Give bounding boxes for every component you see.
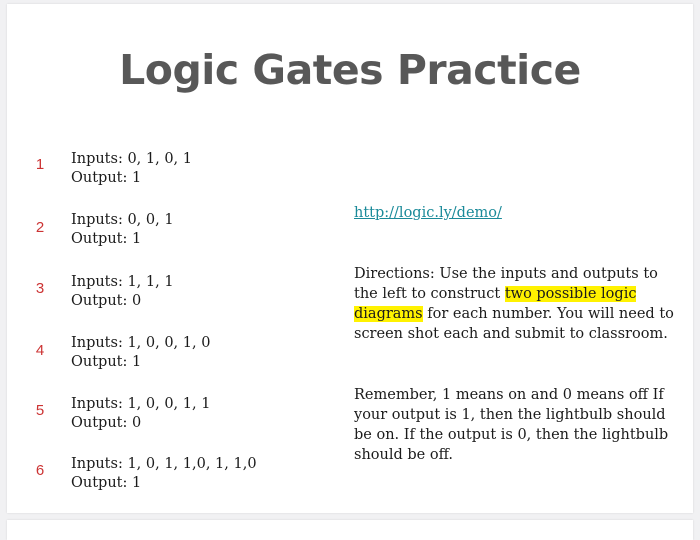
problem-6	[71, 455, 257, 493]
problem-number-2: 2	[35, 219, 45, 236]
problem-output: Output: 1	[71, 170, 142, 186]
problem-number-1: 1	[35, 156, 45, 173]
directions-after: for each number. You will need to screen shot each and submit to classroom.	[354, 306, 674, 342]
remember-text: Remember, 1 means on and 0 means off If your output is 1, then the lightbulb should be on. If the output is 0, then the lightbulb should be off.	[354, 387, 669, 463]
problem-output: Output: 1	[71, 354, 142, 370]
problem-output: Output: 0	[71, 293, 142, 309]
problem-inputs: Inputs: 1, 0, 1, 1,0, 1, 1,0	[71, 456, 257, 472]
problem-inputs: Inputs: 0, 1, 0, 1	[71, 151, 193, 167]
directions-text	[354, 264, 674, 344]
problem-number-4: 4	[35, 342, 45, 359]
next-slide-edge	[7, 520, 693, 540]
problem-output: Output: 0	[71, 415, 142, 431]
problem-inputs: Inputs: 0, 0, 1	[71, 212, 174, 228]
problem-inputs: Inputs: 1, 0, 0, 1, 0	[71, 335, 211, 351]
problem-number-5: 5	[35, 402, 45, 419]
problem-1	[71, 150, 192, 188]
problem-number-6: 6	[35, 462, 45, 479]
problem-5	[71, 395, 210, 433]
directions-before: Directions: Use the inputs and outputs to the left to construct	[354, 266, 658, 302]
page-title: Logic Gates Practice	[119, 46, 581, 94]
problem-number-3: 3	[35, 280, 45, 297]
demo-link[interactable]: http://logic.ly/demo/	[354, 205, 502, 221]
problem-inputs: Inputs: 1, 1, 1	[71, 274, 174, 290]
problem-3	[71, 273, 174, 311]
problem-output: Output: 1	[71, 475, 142, 491]
problem-4	[71, 334, 210, 372]
problem-output: Output: 1	[71, 231, 142, 247]
directions-highlight: two possible logic diagrams	[354, 286, 637, 322]
problem-inputs: Inputs: 1, 0, 0, 1, 1	[71, 396, 211, 412]
problem-2	[71, 211, 174, 249]
